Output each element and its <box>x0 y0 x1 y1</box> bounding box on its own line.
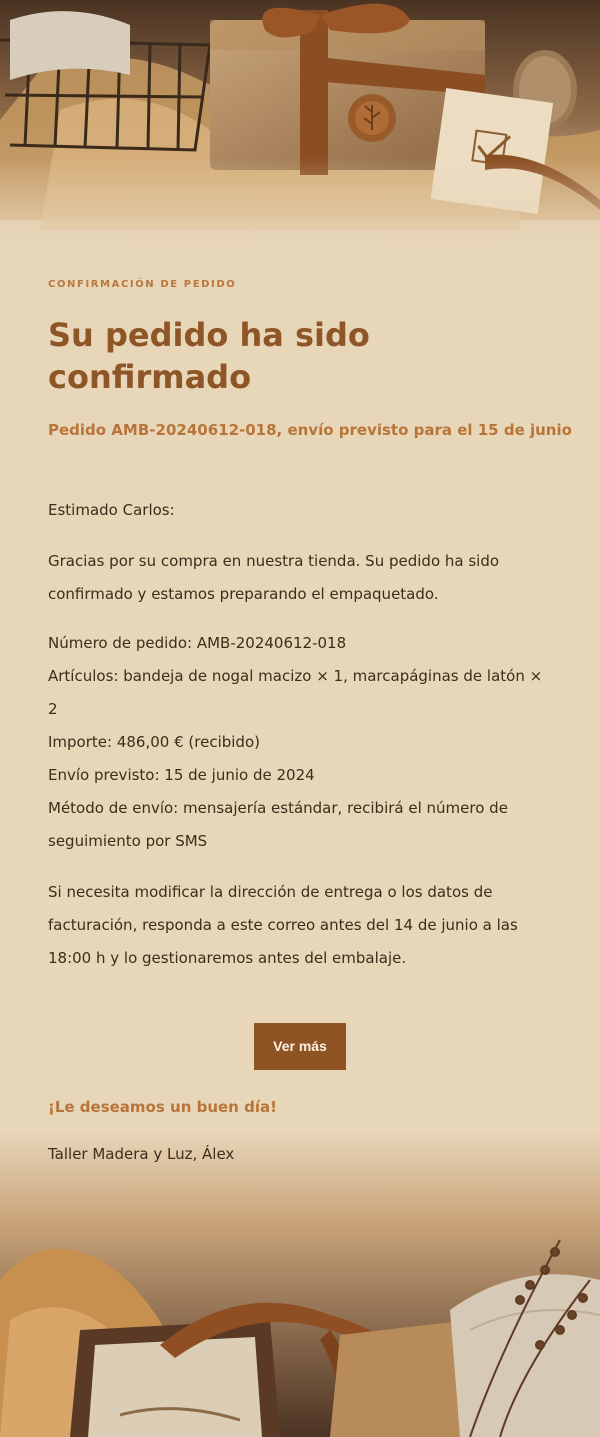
order-shipping-method: Método de envío: mensajería estándar, recibirá el número de seguimiento por SMS <box>48 799 508 850</box>
gift-wrapping-photo-icon <box>0 1130 600 1437</box>
order-items: Artículos: bandeja de nogal macizo × 1, marcapáginas de latón × 2 <box>48 667 543 718</box>
signature: Taller Madera y Luz, Álex <box>48 1145 235 1163</box>
order-subtitle: Pedido AMB-20240612-018, envío previsto para el 15 de junio <box>48 421 572 439</box>
modification-note: Si necesita modificar la dirección de entrega o los datos de facturación, responda a este correo antes del 14 de junio a las 18:00 h y lo gestionaremos antes del embalaje. <box>48 883 518 967</box>
order-amount: Importe: 486,00 € (recibido) <box>48 733 260 751</box>
page-title: Su pedido ha sido confirmado <box>48 316 370 396</box>
gift-box-photo-icon <box>0 0 600 260</box>
intro-paragraph: Gracias por su compra en nuestra tienda. Su pedido ha sido confirmado y estamos preparando el empaquetado. <box>48 552 500 603</box>
header-photo <box>0 0 600 260</box>
order-number: Número de pedido: AMB-20240612-018 <box>48 634 347 652</box>
view-more-button[interactable]: Ver más <box>254 1023 346 1070</box>
order-details <box>48 627 552 858</box>
order-shipping-date: Envío previsto: 15 de junio de 2024 <box>48 766 315 784</box>
closing-wish: ¡Le deseamos un buen día! <box>48 1098 277 1116</box>
cta-container <box>254 1023 346 1070</box>
footer-photo <box>0 1130 600 1437</box>
eyebrow-label: CONFIRMACIÓN DE PEDIDO <box>48 279 237 290</box>
greeting: Estimado Carlos: <box>48 501 175 519</box>
